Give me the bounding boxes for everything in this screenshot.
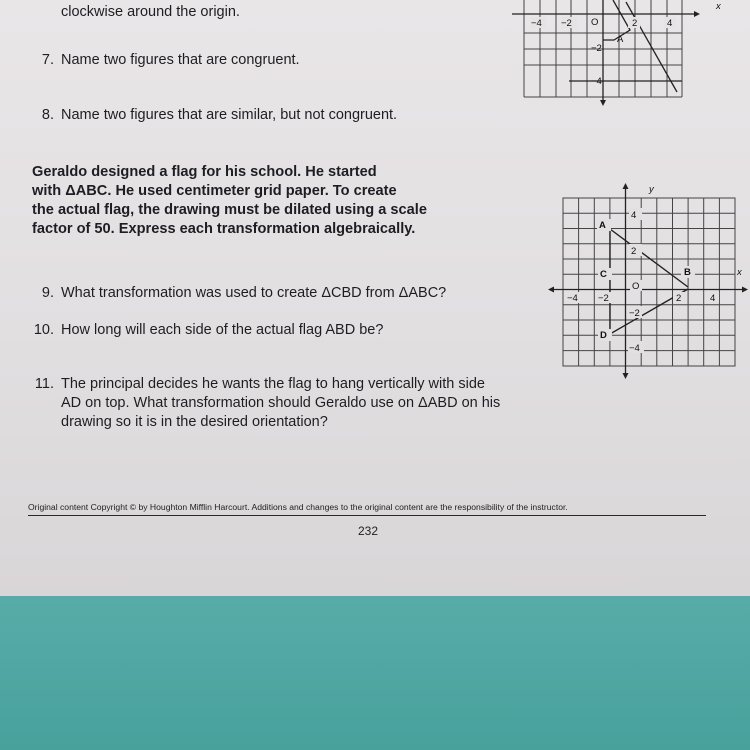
question-number: 10. xyxy=(33,322,54,338)
x-tick-label: 2 xyxy=(676,293,682,304)
question-text: How long will each side of the actual flag ABD be? xyxy=(61,322,384,338)
point-label-a: A xyxy=(599,220,606,231)
question-number: 8. xyxy=(41,107,54,123)
origin-label: O xyxy=(591,17,599,28)
segment-ab xyxy=(610,229,688,287)
question-text-line: The principal decides he wants the flag to hang vertically with side xyxy=(61,376,485,392)
x-tick-label: −4 xyxy=(567,293,578,304)
point-label-a: A xyxy=(617,34,624,45)
question-text: Name two figures that are congruent. xyxy=(61,52,300,68)
origin-label: O xyxy=(632,281,640,292)
intro-line: Geraldo designed a flag for his school. He started xyxy=(32,164,377,180)
footer-rule xyxy=(28,515,706,516)
x-tick-label: −2 xyxy=(561,18,572,29)
x-axis-label: x xyxy=(737,267,742,278)
y-tick-label: −2 xyxy=(591,43,602,54)
question-number: 9. xyxy=(41,285,54,301)
point-label-d: D xyxy=(600,330,607,341)
point-label-b: B xyxy=(684,267,691,278)
flag-grid xyxy=(563,198,735,366)
question-text: Name two figures that are similar, but not congruent. xyxy=(61,107,398,123)
question-text: What transformation was used to create ΔCBD from ΔABC? xyxy=(61,285,447,301)
question-number: 7. xyxy=(41,52,54,68)
question-text-line: drawing so it is in the desired orientation? xyxy=(61,414,328,430)
x-tick-label: −4 xyxy=(531,18,542,29)
y-axis-label: y xyxy=(649,184,654,195)
y-tick-label: 2 xyxy=(631,246,637,257)
y-tick-label: −4 xyxy=(591,76,602,87)
y-tick-label: −4 xyxy=(629,343,640,354)
point-label-c: C xyxy=(600,269,607,280)
copyright-footer: Original content Copyright © by Houghton Mifflin Harcourt. Additions and changes to the original content are the responsibility of the instructor. xyxy=(28,502,568,512)
x-tick-label: 2 xyxy=(632,18,638,29)
page-number: 232 xyxy=(358,524,379,538)
x-tick-label: 4 xyxy=(710,293,716,304)
intro-line: with ΔABC. He used centimeter grid paper. To create xyxy=(32,183,397,199)
question-number: 11. xyxy=(34,376,54,392)
y-tick-label: −2 xyxy=(629,308,640,319)
top-fragment-text: clockwise around the origin. xyxy=(61,4,240,20)
question-text-line: AD on top. What transformation should Geraldo use on ΔABD on his xyxy=(61,395,501,411)
x-tick-label: −2 xyxy=(598,293,609,304)
x-tick-label: 4 xyxy=(667,18,673,29)
x-axis-label: x xyxy=(716,1,721,12)
intro-line: the actual flag, the drawing must be dilated using a scale xyxy=(32,202,427,218)
y-tick-label: 4 xyxy=(631,210,637,221)
intro-line: factor of 50. Express each transformation algebraically. xyxy=(32,221,416,237)
